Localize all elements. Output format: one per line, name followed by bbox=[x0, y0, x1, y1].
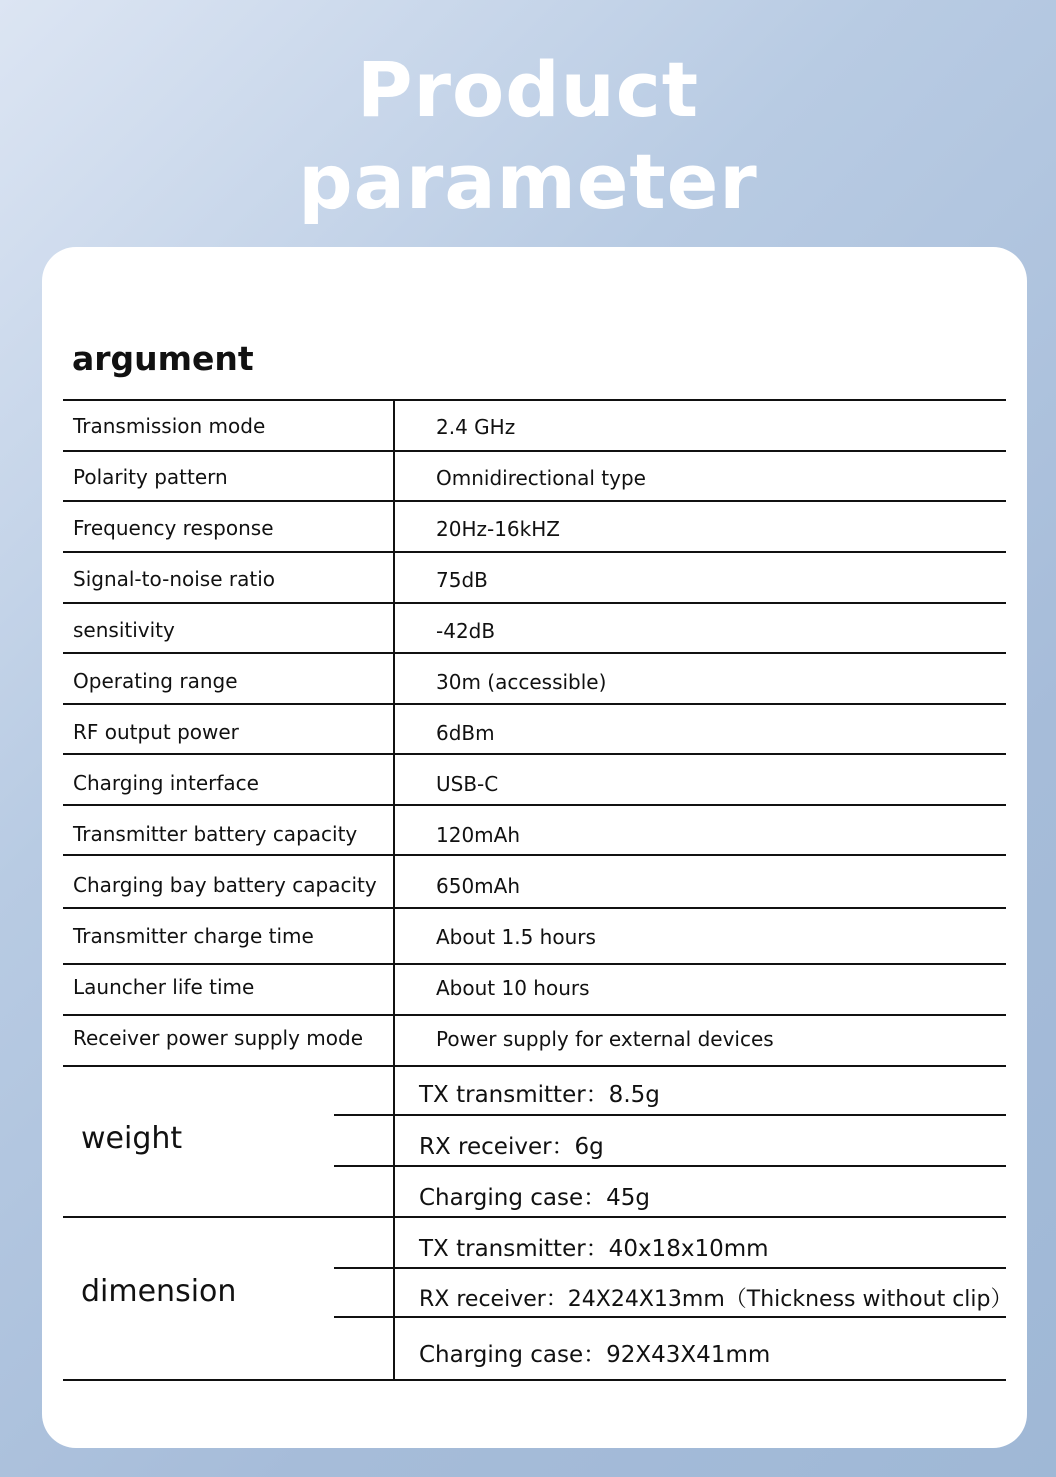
table-rule bbox=[63, 652, 1006, 654]
row-label: Signal-to-noise ratio bbox=[73, 567, 275, 591]
row-value: 20Hz-16kHZ bbox=[436, 517, 560, 541]
row-label: Charging interface bbox=[73, 771, 259, 795]
row-value: 2.4 GHz bbox=[436, 415, 516, 439]
row-value: 6dBm bbox=[436, 721, 495, 745]
table-rule bbox=[63, 1216, 1006, 1218]
table-rule bbox=[63, 399, 1006, 401]
row-label: Polarity pattern bbox=[73, 465, 228, 489]
table-rule bbox=[334, 1267, 1006, 1269]
row-label: Operating range bbox=[73, 669, 238, 693]
table-rule bbox=[63, 551, 1006, 553]
group-item: RX receiver：24X24X13mm（Thickness without clip） bbox=[419, 1287, 1013, 1312]
row-label: RF output power bbox=[73, 720, 239, 744]
group-label-dimension: dimension bbox=[81, 1274, 237, 1309]
row-value: -42dB bbox=[436, 619, 496, 643]
group-item: RX receiver：6g bbox=[419, 1134, 604, 1160]
row-value: USB-C bbox=[436, 772, 499, 796]
table-rule bbox=[334, 1165, 1006, 1167]
group-item: Charging case：45g bbox=[419, 1185, 650, 1211]
row-label: Charging bay battery capacity bbox=[73, 873, 377, 897]
row-value: About 10 hours bbox=[436, 976, 590, 1000]
table-rule bbox=[63, 804, 1006, 806]
row-label: Frequency response bbox=[73, 516, 274, 540]
row-label: Launcher life time bbox=[73, 975, 255, 999]
group-item: TX transmitter：40x18x10mm bbox=[419, 1236, 769, 1262]
row-value: About 1.5 hours bbox=[436, 925, 596, 949]
row-value: 120mAh bbox=[436, 823, 521, 847]
table-rule bbox=[63, 602, 1006, 604]
table-rule bbox=[63, 907, 1006, 909]
parameter-card bbox=[42, 247, 1027, 1448]
table-rule bbox=[63, 963, 1006, 965]
table-rule bbox=[63, 500, 1006, 502]
page-title bbox=[0, 44, 1056, 228]
group-item: Charging case：92X43X41mm bbox=[419, 1342, 771, 1368]
table-rule bbox=[63, 450, 1006, 452]
row-value: 75dB bbox=[436, 568, 488, 592]
row-label: Transmitter charge time bbox=[73, 924, 314, 948]
row-value: 30m (accessible) bbox=[436, 670, 607, 694]
table-rule bbox=[63, 1379, 1006, 1381]
table-rule bbox=[63, 703, 1006, 705]
row-label: sensitivity bbox=[73, 618, 175, 642]
table-rule bbox=[334, 1114, 1006, 1116]
group-label-weight: weight bbox=[81, 1121, 183, 1156]
table-rule bbox=[334, 1316, 1006, 1318]
row-label: Transmission mode bbox=[73, 414, 266, 438]
table-rule bbox=[63, 753, 1006, 755]
table-rule bbox=[63, 1065, 1006, 1067]
row-value: Omnidirectional type bbox=[436, 466, 646, 490]
row-label: Receiver power supply mode bbox=[73, 1026, 364, 1050]
row-value: Power supply for external devices bbox=[436, 1027, 774, 1051]
table-rule bbox=[63, 854, 1006, 856]
title-line-1: Product bbox=[356, 45, 700, 134]
section-heading: argument bbox=[72, 339, 254, 378]
table-rule bbox=[63, 1014, 1006, 1016]
row-value: 650mAh bbox=[436, 874, 521, 898]
group-item: TX transmitter：8.5g bbox=[419, 1082, 660, 1108]
column-divider bbox=[393, 399, 395, 1381]
title-line-2: parameter bbox=[298, 137, 758, 226]
row-label: Transmitter battery capacity bbox=[73, 822, 358, 846]
